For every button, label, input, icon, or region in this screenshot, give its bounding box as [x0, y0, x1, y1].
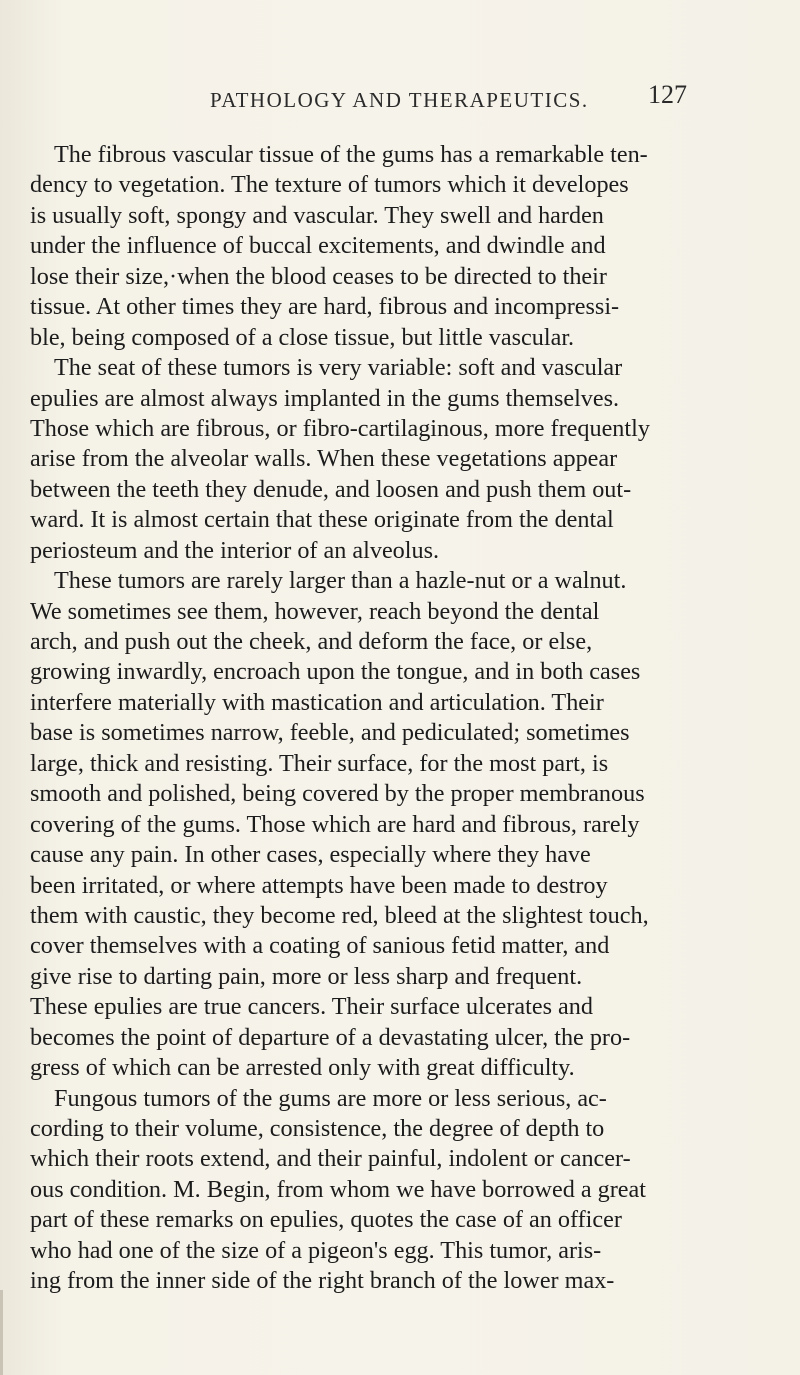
text-line: becomes the point of departure of a devastating ulcer, the pro- — [30, 1023, 631, 1051]
text-line: ous condition. M. Begin, from whom we have borrowed a great — [30, 1175, 646, 1203]
text-line: been irritated, or where attempts have been made to destroy — [30, 871, 608, 899]
text-line: under the influence of buccal excitements, and dwindle and — [30, 232, 606, 260]
text-line: Those which are fibrous, or fibro-cartilaginous, more frequently — [30, 414, 650, 442]
text-line: who had one of the size of a pigeon's egg. This tumor, aris- — [30, 1236, 602, 1264]
text-line: epulies are almost always implanted in the gums themselves. — [30, 384, 620, 412]
text-line: them with caustic, they become red, bleed at the slightest touch, — [30, 901, 649, 929]
text-line: These epulies are true cancers. Their surface ulcerates and — [30, 993, 593, 1021]
text-line: We sometimes see them, however, reach beyond the dental — [30, 597, 600, 625]
text-line: lose their size,·when the blood ceases to be directed to their — [30, 262, 607, 290]
text-line: between the teeth they denude, and loosen and push them out- — [30, 475, 632, 503]
text-line: which their roots extend, and their painful, indolent or cancer- — [30, 1145, 631, 1173]
text-line: cording to their volume, consistence, the degree of depth to — [30, 1115, 605, 1142]
running-head: PATHOLOGY AND THERAPEUTICS. — [210, 88, 589, 112]
text-line: tissue. At other times they are hard, fibrous and incompressi- — [30, 293, 620, 321]
text-line: gress of which can be arrested only with great difficulty. — [30, 1054, 575, 1082]
text-line: cover themselves with a coating of sanious fetid matter, and — [30, 932, 610, 960]
text-line: give rise to darting pain, more or less sharp and frequent. — [30, 962, 583, 990]
text-line: dency to vegetation. The texture of tumors which it developes — [30, 171, 629, 199]
text-line: ble, being composed of a close tissue, but little vascular. — [30, 323, 575, 351]
text-line: interfere materially with mastication and articulation. Their — [30, 688, 604, 716]
page-number: 127 — [648, 80, 687, 109]
text-line: large, thick and resisting. Their surface, for the most part, is — [30, 749, 609, 777]
text-line: The seat of these tumors is very variable: soft and vascular — [54, 354, 623, 382]
text-line: periosteum and the interior of an alveolus. — [30, 536, 440, 564]
text-line: smooth and polished, being covered by the proper membranous — [30, 780, 645, 808]
text-line: Fungous tumors of the gums are more or less serious, ac- — [54, 1084, 607, 1112]
text-line: arch, and push out the cheek, and deform the face, or else, — [30, 628, 593, 655]
body-text — [30, 140, 800, 1297]
text-line: part of these remarks on epulies, quotes the case of an officer — [30, 1206, 622, 1234]
text-line: base is sometimes narrow, feeble, and pediculated; sometimes — [30, 719, 630, 747]
text-line: ward. It is almost certain that these originate from the dental — [30, 506, 614, 534]
page-edge-shadow — [0, 1290, 3, 1375]
text-line: ing from the inner side of the right branch of the lower max- — [30, 1267, 615, 1295]
text-line: These tumors are rarely larger than a hazle-nut or a walnut. — [54, 567, 627, 595]
text-line: is usually soft, spongy and vascular. They swell and harden — [30, 201, 604, 229]
text-line: arise from the alveolar walls. When these vegetations appear — [30, 445, 618, 473]
text-line: The fibrous vascular tissue of the gums has a remarkable ten- — [54, 141, 648, 168]
text-line: covering of the gums. Those which are hard and fibrous, rarely — [30, 810, 640, 838]
text-line: cause any pain. In other cases, especially where they have — [30, 841, 591, 869]
text-line: growing inwardly, encroach upon the tongue, and in both cases — [30, 658, 641, 686]
